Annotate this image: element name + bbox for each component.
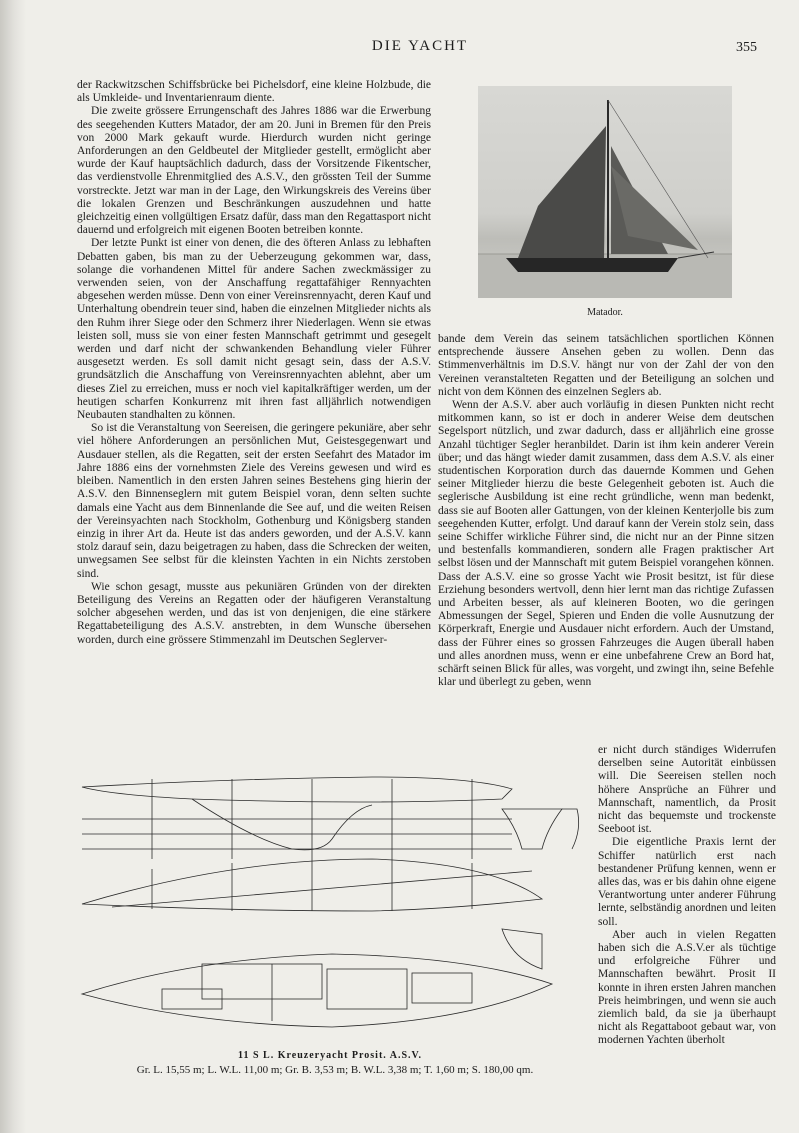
sailboat-illustration [478, 86, 732, 298]
paragraph: Die zweite grössere Errungenschaft des Jahres 1886 war die Erwerbung des seegehenden Kutters Matador, der am 20. Juni in Bremen für den Preis von 2000 Mark gekauft wurde. Hierdurch wurden nicht geringe Anforderungen an den Geldbeutel der Mitglieder gestellt, ermöglicht aber wurde der Kauf hauptsächlich dadurch, dass der Vorsitzende Fikentscher, das verdienstvolle Ehrenmitglied des A.S.V., den grössten Teil der Summe vorstreckte. Jetzt war man in der Lage, den Wirkungskreis des Vereins über die lokalen Grenzen und Beschränkungen auszudehnen und hatte gleichzeitig einen vollgültigen Ersatz dafür, dass man den Regattasport nicht dauernd und erfolgreich mit eigenen Booten betreiben konnte. [77, 105, 431, 237]
paragraph: Der letzte Punkt ist einer von denen, die des öfteren Anlass zu lebhaften Debatten gaben, bis man zu der Ueberzeugung gekommen war, dass, solange die vorhandenen Mittel für andere Sachen zweckmässiger zu verwenden seien, von der Anschaffung regattafähiger Rennyachten abgesehen werden müsse. Denn von einer Vereinsrennyacht, deren Kauf und Unterhaltung obendrein teuer sind, haben die einzelnen Mitglieder nichts als den Ruhm ihrer Siege oder den Schmerz ihrer Niederlagen. Wenn sie etwas leisten soll, muss sie von einer festen Mannschaft getrimmt und gesegelt werden und darf nicht der schwankenden Behandlung vieler Führer ausgesetzt werden. Es soll damit nicht gesagt sein, dass der A.S.V. grundsätzlich die Anschaffung von Vereinsrennyachten ablehnt, aber um dieses Ziel zu erreichen, muss er noch viel kapitalkräftiger werden, um der heutigen scharfen Konkurrenz mit ihren fast alljährlich notwendigen Neubauten standhalten zu können. [77, 237, 431, 422]
plan-caption: 11 S L. Kreuzeryacht Prosit. A.S.V. [238, 1050, 422, 1061]
paragraph: Wie schon gesagt, musste aus pekuniären Gründen von der direkten Beteiligung des Vereins an Regatten oder der häufigeren Veranstaltung solcher abgesehen werden, und das ist von denjenigen, die eine stärkere Regattabeteiligung des A.S.V. anstrebten, in dem Wunsche übersehen worden, durch eine grössere Stimmenzahl im Deutschen Seglerver- [77, 580, 431, 646]
paragraph: er nicht durch ständiges Widerrufen derselben seine Autorität einbüssen will. Die Seereisen stellen noch höhere Ansprüche an Führer und Mannschaft, namentlich, da Prosit nicht das bequemste und trockenste Seeboot ist. [598, 744, 776, 836]
page-spine-shadow [0, 0, 26, 1133]
yacht-plan-drawing [72, 759, 592, 1046]
narrow-text-column [598, 744, 776, 1048]
matador-photo [478, 86, 732, 298]
plan-dimensions: Gr. L. 15,55 m; L. W.L. 11,00 m; Gr. B. 3,53 m; B. W.L. 3,38 m; T. 1,60 m; S. 180,00 qm. [136, 1064, 534, 1076]
paragraph: Wenn der A.S.V. aber auch vorläufig in diesen Punkten nicht recht mitkommen kann, so ist er doch in anderer Weise dem deutschen Segelsport nützlich, und zwar dadurch, dass er alljährlich eine grosse Anzahl tüchtiger Segler heranbildet. Darin ist ihm kein anderer Verein über; und das hängt wieder damit zusammen, dass dem A.S.V. als einer studentischen Korporation durch das dauernde Kommen und Gehen seiner Mitglieder hierzu die beste Gelegenheit geboten ist. Auch die seglerische Ausbildung ist eine recht gründliche, wenn man bedenkt, dass sie auf Booten aller Gattungen, von der kleinen Kenterjolle bis zum seegehenden Kutter, erfolgt. Und darauf kann der Verein stolz sein, dass seine Schiffer wirkliche Führer sind, die nicht nur an der Pinne sitzen und bestenfalls kommandieren, sondern alle Fragen praktischer Art selbst lösen und der Mannschaft mit gutem Beispiel vorangehen können. Dass der A.S.V. eine so grosse Yacht wie Prosit besitzt, ist für diese Erziehung besonders wertvoll, denn hier lernt man das richtige Zufassen und Arbeiten besser, als auf kleineren Booten, wo die geringen Abmessungen der Segel, Spieren und Enden die volle Ausnutzung der Körperkraft, Energie und Ausdauer nicht erfordern. Auch der Umstand, dass der Führer eines so grossen Fahrzeuges die Augen überall haben und alles anordnen muss, wenn er eine unbefahrene Crew an Bord hat, schärft seinen Blick für alles, was vorgeht, und zwingt ihn, seine Befehle klar und überlegt zu geben, wenn [438, 399, 774, 689]
paragraph: der Rackwitzschen Schiffsbrücke bei Pichelsdorf, eine kleine Holzbude, die als Umkleide- und Inventarienraum diente. [77, 79, 431, 105]
page-number: 355 [736, 40, 757, 55]
paragraph: Aber auch in vielen Regatten haben sich die A.S.V.er als tüchtige und erfolgreiche Führer und Mannschaften bewährt. Prosit II konnte in ihren ersten Jahren manchen Preis heimbringen, und wenn sie auch ziemlich bald, da sie ja überhaupt nicht als Regattaboot gebaut war, von modernen Yachten überholt [598, 928, 776, 1047]
photo-caption: Matador. [587, 307, 623, 318]
paragraph: bande dem Verein das seinem tatsächlichen sportlichen Können entsprechende äussere Ansehen geben zu wollen. Denn das Stimmenverhältnis im D.S.V. hängt nur von der Zahl der von den Vereinen veranstalteten Regatten und der Beteiligung an solchen und nicht von dem Können des einzelnen Seglers ab. [438, 333, 774, 398]
right-text-column [438, 333, 774, 689]
paragraph: So ist die Veranstaltung von Seereisen, die geringere pekuniäre, aber sehr viel höhere Anforderungen an persönlichen Mut, Geistesgegenwart und Ausdauer stellen, als die Regatten, seit der ersten Seefahrt des Matador im Jahre 1886 eins der vornehmsten Ziele des Vereins gewesen und wird es bleiben. Namentlich in den ersten Jahren seines Bestehens ging hierin der A.S.V. den Binnenseglern mit gutem Beispiel voran, denn selten suchte damals eine Yacht aus dem Binnenlande die See auf, und die weiten Reisen der Vereinsyachten nach Stockholm, Gothenburg und Königsberg standen einzig in ihrer Art da. Heute ist das anders geworden, und der A.S.V. kann stolz darauf sein, dazu beigetragen zu haben, dass die Schrecken der weiten, unwegsamen See selbst für die kleinsten Yachten in ein Nichts zerstoben sind. [77, 422, 431, 580]
yacht-blueprint [72, 759, 592, 1046]
running-header-title: DIE YACHT [371, 38, 469, 54]
left-text-column [77, 79, 431, 647]
paragraph: Die eigentliche Praxis lernt der Schiffer natürlich erst nach bestandener Prüfung kennen, wenn er alles das, was er bis dahin ohne eigene Verantwortung unter anderer Führung lernte, selbständig anordnen und leiten soll. [598, 836, 776, 928]
